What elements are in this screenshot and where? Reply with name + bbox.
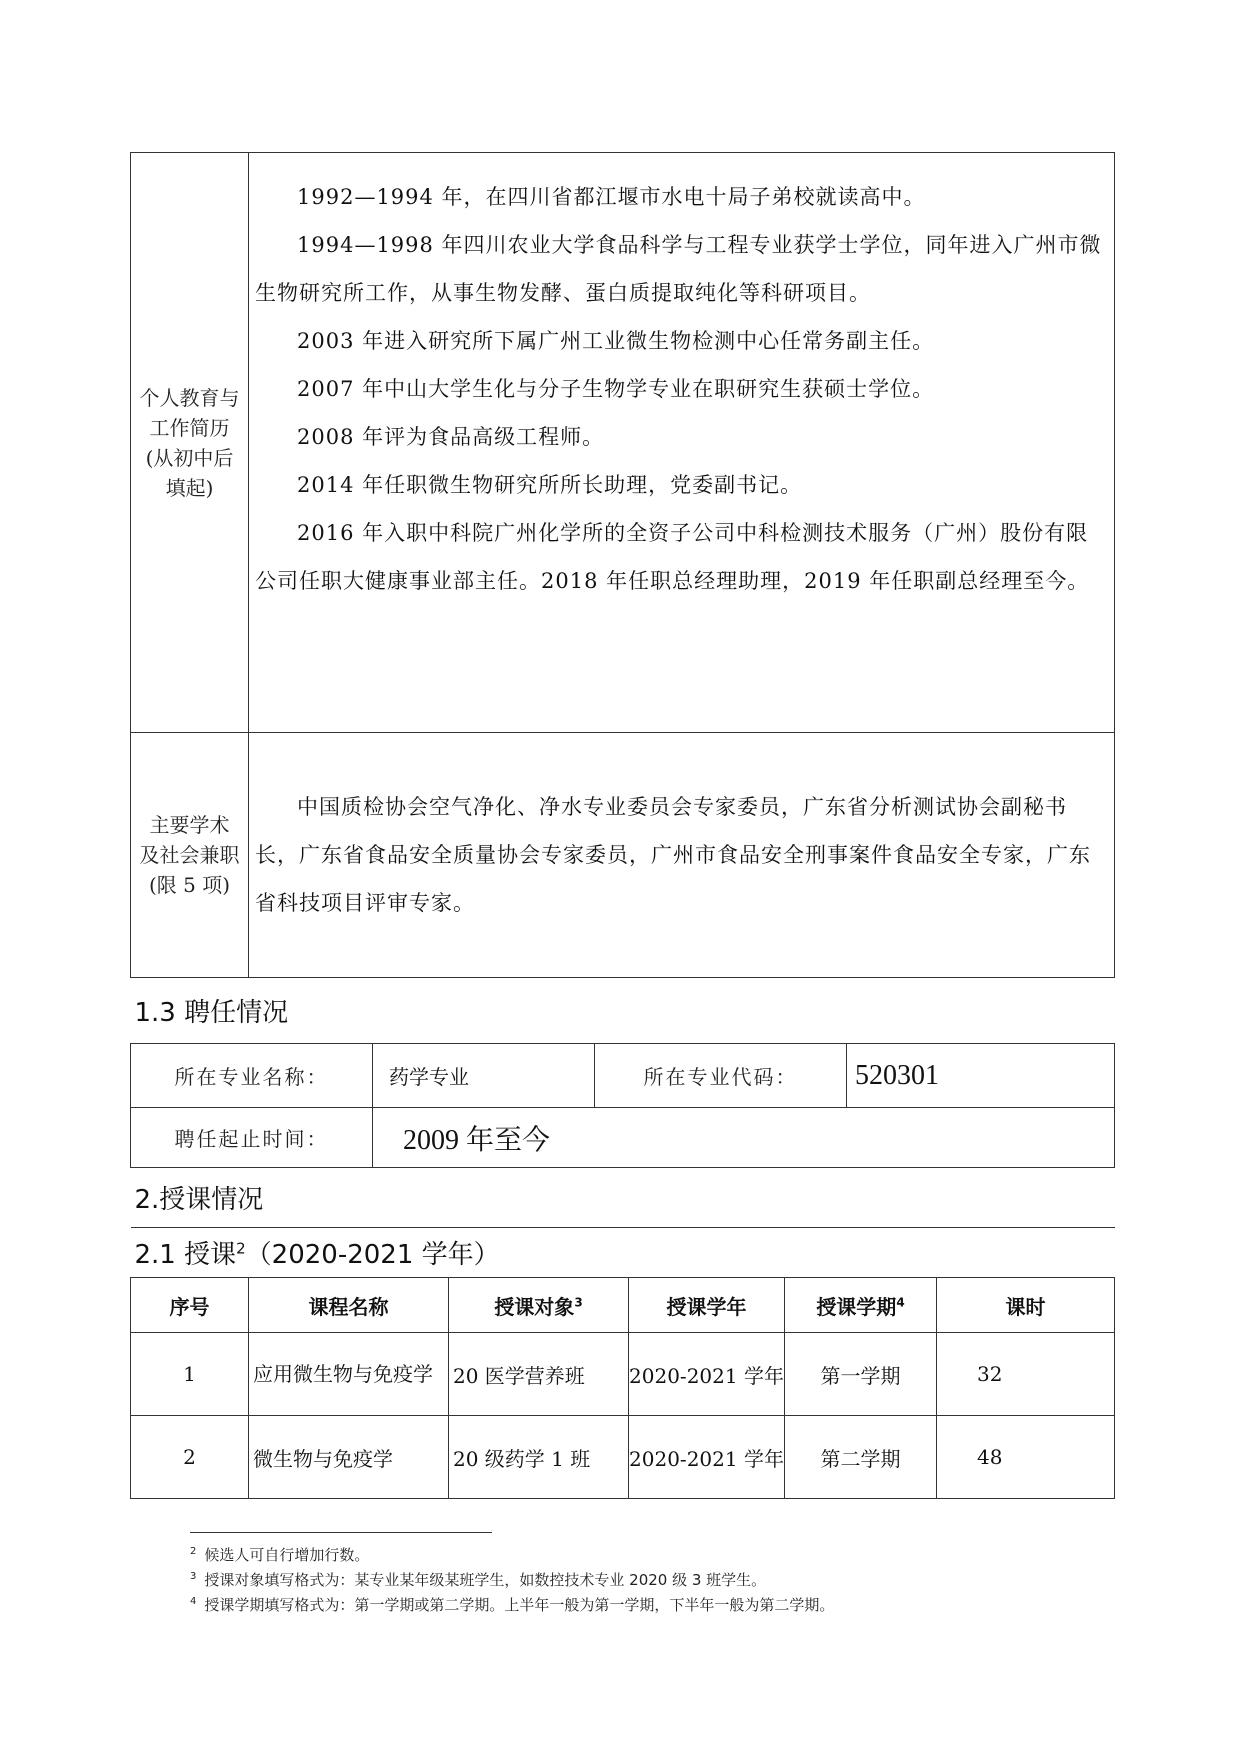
footnote: $^3$ 授课对象填写格式为：某专业某年级某班学生，如数控技术专业 2020 级 3 班学生。 [190,1571,767,1589]
course-name: 微生物与免疫学 [249,1416,449,1499]
education-content [249,153,1115,733]
course-name: 应用微生物与免疫学 [249,1333,449,1416]
column-header: 授课学期$^4$ [785,1278,937,1333]
education-paragraph: 2008 年评为食品高级工程师。 [297,425,605,449]
academic-text: 中国质检协会空气净化、净水专业委员会专家委员，广东省分析测试协会副秘书长，广东省食品安全质量协会专家委员，广州市食品安全刑事案件食品安全专家，广东省科技项目评审专家。 [255,795,1091,915]
major-row [131,1044,1115,1108]
academic-content [249,733,1115,978]
column-header: 课时 [937,1278,1115,1333]
major-value: 药学专业 [373,1044,595,1108]
footnotes [190,1532,990,1616]
academic-label: 主要学术 及社会兼职 (限 5 项) [131,733,249,978]
course-year: 2020-2021 学年 [629,1416,785,1499]
course-term: 第二学期 [785,1416,937,1499]
form-frame [130,152,1114,1499]
column-header: 授课对象$^3$ [449,1278,629,1333]
teaching-heading: 2.授课情况 [131,1168,1115,1228]
courses-header-row [131,1278,1115,1333]
course-hours: 32 [937,1333,1115,1416]
code-label: 所在专业代码： [595,1044,847,1108]
appointment-heading-row [131,978,1115,1044]
academic-row [131,733,1115,978]
education-paragraph: 1992—1994 年，在四川省都江堰市水电十局子弟校就读高中。 [297,185,926,209]
course-target: 20 级药学 1 班 [449,1416,629,1499]
teaching-heading-row [131,1168,1115,1228]
period-row [131,1108,1115,1168]
major-label: 所在专业名称： [131,1044,373,1108]
education-paragraph: 2016 年入职中科院广州化学所的全资子公司中科检测技术服务（广州）股份有限公司任职大健康事业部主任。2018 年任职总经理助理，2019 年任职副总经理至今。 [255,521,1090,593]
period-value: 2009 年至今 [373,1108,1115,1168]
education-paragraph: 2007 年中山大学生化与分子生物学专业在职研究生获硕士学位。 [297,377,935,401]
column-header: 序号 [131,1278,249,1333]
table-row [131,1416,1115,1499]
row-number: 2 [131,1416,249,1499]
education-paragraph: 1994—1998 年四川农业大学食品科学与工程专业获学士学位，同年进入广州市微生物研究所工作，从事生物发酵、蛋白质提取纯化等科研项目。 [255,233,1102,305]
education-row [131,153,1115,733]
period-label: 聘任起止时间： [131,1108,373,1168]
column-header: 课程名称 [249,1278,449,1333]
course-hours: 48 [937,1416,1115,1499]
course-term: 第一学期 [785,1333,937,1416]
course-target: 20 医学营养班 [449,1333,629,1416]
appointment-heading: 1.3 聘任情况 [131,978,1115,1044]
column-header: 授课学年 [629,1278,785,1333]
table-row [131,1333,1115,1416]
education-paragraph: 2003 年进入研究所下属广州工业微生物检测中心任常务副主任。 [297,329,935,353]
course-year: 2020-2021 学年 [629,1333,785,1416]
footnote: $^2$ 候选人可自行增加行数。 [190,1546,370,1564]
code-value: 520301 [847,1044,1115,1108]
row-number: 1 [131,1333,249,1416]
footnote: $^4$ 授课学期填写格式为：第一学期或第二学期。上半年一般为第一学期，下半年一般为第二学期。 [190,1596,835,1614]
teaching-subheading: 2.1 授课$^2$（2020-2021 学年） [131,1228,1115,1278]
teaching-subheading-row [131,1228,1115,1278]
education-label: 个人教育与 工作简历 (从初中后 填起) [131,153,249,733]
courses-table [130,1277,1115,1499]
education-paragraph: 2014 年任职微生物研究所所长助理，党委副书记。 [297,473,803,497]
footnote-divider [190,1532,492,1533]
resume-table [130,152,1115,1278]
